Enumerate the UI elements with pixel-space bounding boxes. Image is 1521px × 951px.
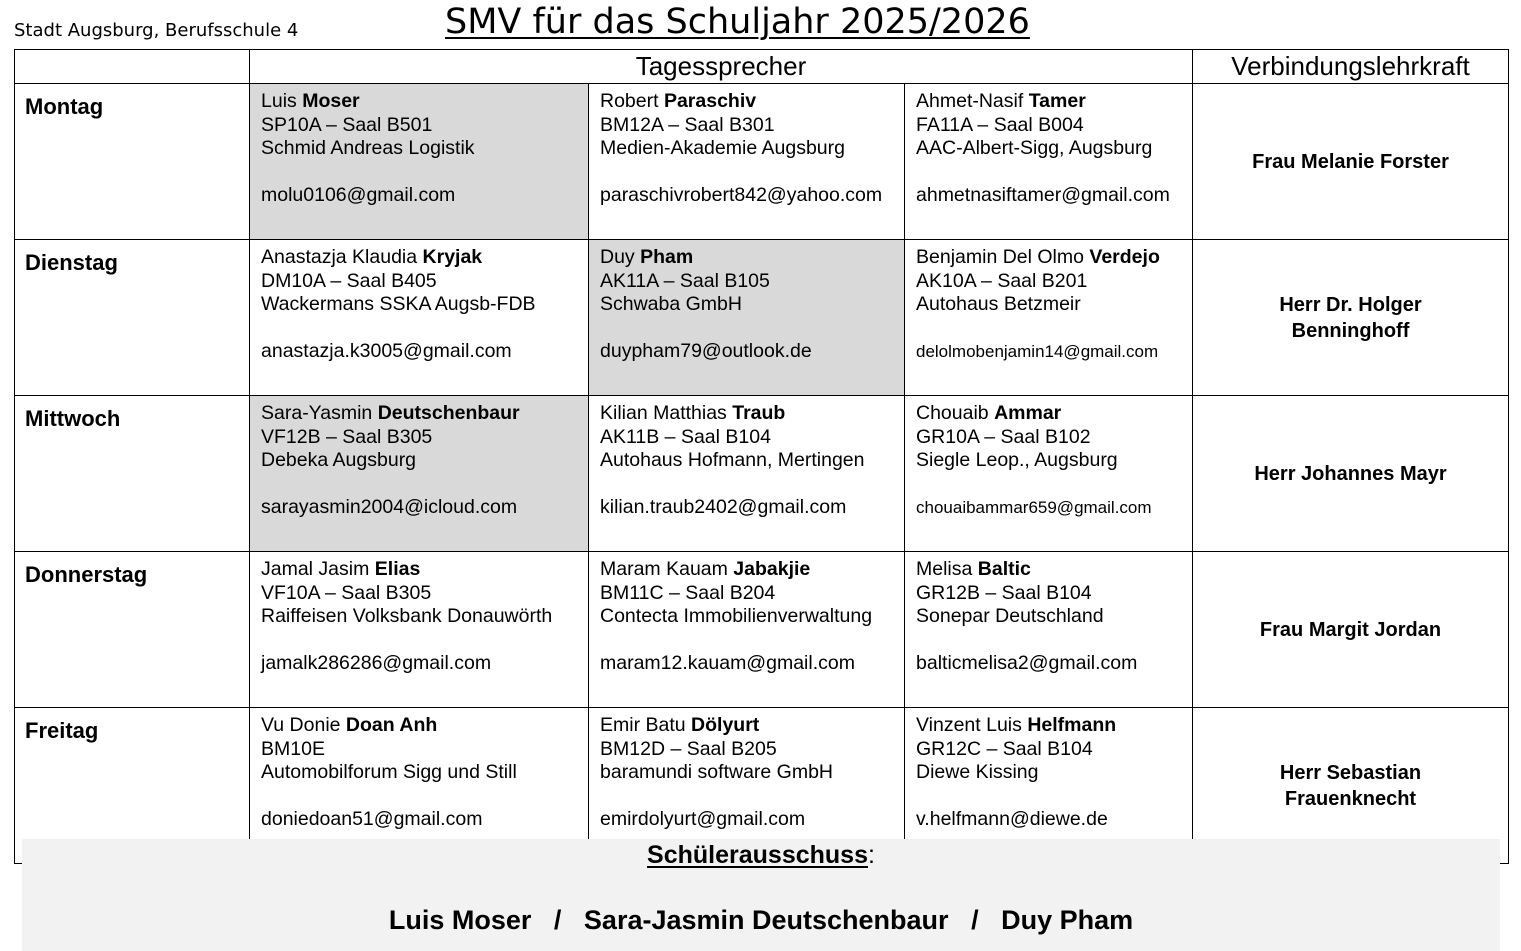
committee-member: Duy Pham <box>1001 905 1134 935</box>
table-row <box>15 396 1509 552</box>
speaker-company: Sonepar Deutschland <box>916 605 1104 627</box>
speaker-email: molu0106@gmail.com <box>261 184 456 206</box>
spacer <box>600 785 904 809</box>
speaker-company: Raiffeisen Volksbank Donauwörth <box>261 605 553 627</box>
speaker-company: Contecta Immobilienverwaltung <box>600 605 873 627</box>
table-row <box>15 552 1509 708</box>
spacer <box>261 473 588 497</box>
speaker-first-name: Emir Batu <box>600 714 686 736</box>
speaker-name <box>600 714 904 738</box>
speaker-name <box>600 246 904 270</box>
speaker-class-room: BM12A – Saal B301 <box>600 113 775 136</box>
speaker-class-room: FA11A – Saal B004 <box>916 113 1084 136</box>
spacer <box>916 629 1192 653</box>
teacher-cell <box>1193 552 1509 708</box>
speaker-company: AAC-Albert-Sigg, Augsburg <box>916 137 1153 159</box>
speaker-first-name: Sara-Yasmin <box>261 402 373 424</box>
speaker-last-name: Paraschiv <box>663 90 757 112</box>
speaker-last-name: Pham <box>640 246 694 268</box>
header-empty-cell <box>15 50 250 84</box>
speaker-last-name: Helfmann <box>1027 714 1117 736</box>
header-teacher: Verbindungslehrkraft <box>1193 50 1509 84</box>
speaker-email: v.helfmann@diewe.de <box>916 808 1108 830</box>
speaker-class-room: GR10A – Saal B102 <box>916 425 1091 448</box>
speaker-name <box>916 90 1192 114</box>
speaker-class-room: VF12B – Saal B305 <box>261 425 433 448</box>
committee-title-text: Schülerausschuss <box>647 841 868 869</box>
table-row <box>15 240 1509 396</box>
speaker-first-name: Maram Kauam <box>600 558 728 580</box>
speaker-class-room: SP10A – Saal B501 <box>261 113 433 136</box>
speaker-name <box>916 714 1192 738</box>
speaker-company: Autohaus Betzmeir <box>916 293 1081 315</box>
speaker-first-name: Jamal Jasim <box>261 558 370 580</box>
speaker-email: balticmelisa2@gmail.com <box>916 652 1138 674</box>
spacer <box>261 161 588 185</box>
speaker-company: Siegle Leop., Augsburg <box>916 449 1118 471</box>
organization-label: Stadt Augsburg, Berufsschule 4 <box>14 20 299 41</box>
speaker-first-name: Benjamin Del Olmo <box>916 246 1084 268</box>
speaker-first-name: Vinzent Luis <box>916 714 1022 736</box>
speaker-class-room: VF10A – Saal B305 <box>261 581 432 604</box>
committee-title-colon: : <box>867 841 875 869</box>
speaker-cell <box>589 84 905 240</box>
speaker-last-name: Dölyurt <box>691 714 760 736</box>
speaker-email: anastazja.k3005@gmail.com <box>261 340 512 362</box>
speaker-class-room: BM11C – Saal B204 <box>600 581 776 604</box>
spacer <box>916 473 1192 497</box>
speaker-last-name: Elias <box>374 558 421 580</box>
member-separator: / <box>553 905 562 935</box>
member-separator: / <box>971 905 979 935</box>
speaker-cell <box>250 84 589 240</box>
speaker-class-room: BM10E <box>261 737 325 760</box>
speaker-cell <box>250 240 589 396</box>
speaker-email: paraschivrobert842@yahoo.com <box>600 184 883 206</box>
teacher-name: Herr Dr. Holger <box>1279 293 1422 316</box>
table-body <box>15 84 1509 864</box>
spacer <box>600 473 904 497</box>
teacher-name: Herr Johannes Mayr <box>1254 462 1447 485</box>
speaker-last-name: Baltic <box>977 558 1031 580</box>
teacher-cell <box>1193 396 1509 552</box>
speaker-name <box>261 90 588 114</box>
speaker-email: ahmetnasiftamer@gmail.com <box>916 184 1170 206</box>
speaker-cell <box>905 240 1193 396</box>
speaker-first-name: Kilian Matthias <box>600 402 727 424</box>
speaker-last-name: Traub <box>732 402 786 424</box>
page-title: SMV für das Schuljahr 2025/2026 <box>445 2 1030 42</box>
speaker-email: delolmobenjamin14@gmail.com <box>916 342 1159 361</box>
speaker-first-name: Luis <box>261 90 297 112</box>
spacer <box>600 161 904 185</box>
spacer <box>261 317 588 341</box>
teacher-cell <box>1193 84 1509 240</box>
speaker-email: emirdolyurt@gmail.com <box>600 808 806 830</box>
speaker-last-name: Kryjak <box>422 246 483 268</box>
speaker-last-name: Jabakjie <box>733 558 811 580</box>
day-name: Montag <box>15 84 250 240</box>
speaker-name <box>261 558 588 582</box>
speaker-cell <box>905 84 1193 240</box>
committee-title <box>22 841 1500 870</box>
speaker-cell <box>905 552 1193 708</box>
speaker-name <box>261 246 588 270</box>
table-row <box>15 84 1509 240</box>
speaker-first-name: Robert <box>600 90 659 112</box>
speaker-email: doniedoan51@gmail.com <box>261 808 483 830</box>
teacher-name: Frau Margit Jordan <box>1259 618 1442 641</box>
speaker-name <box>600 558 904 582</box>
speaker-first-name: Melisa <box>916 558 973 580</box>
speaker-first-name: Chouaib <box>916 402 989 424</box>
speaker-name <box>916 558 1192 582</box>
day-name: Mittwoch <box>15 396 250 552</box>
teacher-name: Herr Sebastian <box>1279 761 1422 784</box>
speaker-cell <box>250 552 589 708</box>
speaker-email: chouaibammar659@gmail.com <box>916 498 1152 517</box>
speaker-name <box>261 714 588 738</box>
spacer <box>916 785 1192 809</box>
speaker-company: baramundi software GmbH <box>600 761 834 783</box>
speaker-class-room: GR12B – Saal B104 <box>916 581 1092 604</box>
speaker-class-room: AK11B – Saal B104 <box>600 425 771 448</box>
speaker-company: Wackermans SSKA Augsb-FDB <box>261 293 536 315</box>
speaker-first-name: Anastazja Klaudia <box>261 246 418 268</box>
table-header-row <box>15 50 1509 84</box>
speaker-name <box>916 246 1192 270</box>
teacher-name: Frauenknecht <box>1284 787 1417 810</box>
day-name: Freitag <box>15 708 250 864</box>
committee-box <box>22 839 1500 951</box>
committee-member: Luis Moser <box>388 905 532 935</box>
speaker-class-room: AK11A – Saal B105 <box>600 269 770 292</box>
speaker-first-name: Duy <box>600 246 635 268</box>
committee-member: Sara-Jasmin Deutschenbaur <box>583 905 949 935</box>
speaker-company: Diewe Kissing <box>916 761 1039 783</box>
speaker-last-name: Verdejo <box>1089 246 1160 268</box>
speaker-name <box>916 402 1192 426</box>
speaker-company: Schmid Andreas Logistik <box>261 137 475 159</box>
speaker-cell <box>589 552 905 708</box>
speaker-name <box>261 402 588 426</box>
speaker-email: duypham79@outlook.de <box>600 340 812 362</box>
speaker-last-name: Moser <box>302 90 360 112</box>
speaker-name <box>600 402 904 426</box>
speaker-first-name: Ahmet-Nasif <box>916 90 1024 112</box>
speaker-cell <box>250 396 589 552</box>
speaker-cell <box>589 396 905 552</box>
day-name: Dienstag <box>15 240 250 396</box>
committee-members <box>22 905 1500 936</box>
speaker-email: jamalk286286@gmail.com <box>261 652 492 674</box>
speaker-email: sarayasmin2004@icloud.com <box>261 496 518 518</box>
day-name: Donnerstag <box>15 552 250 708</box>
header-speakers: Tagessprecher <box>250 50 1193 84</box>
speaker-class-room: BM12D – Saal B205 <box>600 737 777 760</box>
speaker-company: Schwaba GmbH <box>600 293 742 315</box>
speaker-company: Autohaus Hofmann, Mertingen <box>600 449 865 471</box>
speaker-company: Debeka Augsburg <box>261 449 417 471</box>
speaker-email: maram12.kauam@gmail.com <box>600 652 855 674</box>
teacher-cell <box>1193 240 1509 396</box>
speaker-first-name: Vu Donie <box>261 714 341 736</box>
speaker-last-name: Deutschenbaur <box>377 402 520 424</box>
speaker-company: Automobilforum Sigg und Still <box>261 761 517 783</box>
speaker-email: kilian.traub2402@gmail.com <box>600 496 847 518</box>
speaker-class-room: DM10A – Saal B405 <box>261 269 437 292</box>
teacher-name: Benninghoff <box>1291 319 1410 342</box>
spacer <box>600 629 904 653</box>
speaker-name <box>600 90 904 114</box>
spacer <box>600 317 904 341</box>
speaker-company: Medien-Akademie Augsburg <box>600 137 845 159</box>
speaker-last-name: Doan Anh <box>345 714 438 736</box>
speaker-last-name: Ammar <box>994 402 1062 424</box>
speaker-class-room: AK10A – Saal B201 <box>916 269 1088 292</box>
spacer <box>916 317 1192 341</box>
spacer <box>916 161 1192 185</box>
smv-table <box>14 49 1509 864</box>
teacher-name: Frau Melanie Forster <box>1252 150 1449 173</box>
speaker-cell <box>905 396 1193 552</box>
speaker-last-name: Tamer <box>1028 90 1086 112</box>
spacer <box>261 785 588 809</box>
speaker-class-room: GR12C – Saal B104 <box>916 737 1093 760</box>
speaker-cell <box>589 240 905 396</box>
spacer <box>261 629 588 653</box>
